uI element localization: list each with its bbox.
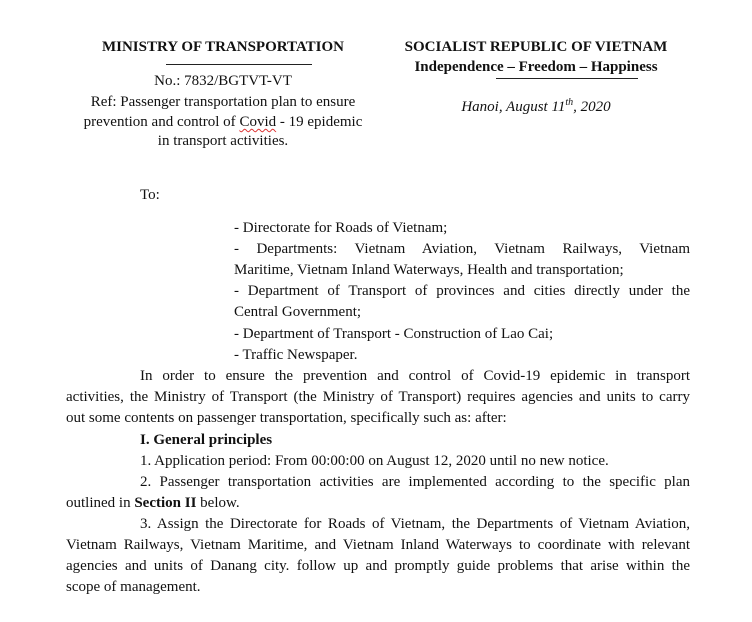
reference-line-2 xyxy=(60,112,386,132)
recipient-item: - Department of Transport - Construction of Lao Cai; xyxy=(234,326,554,342)
principle-3-line-2: Vietnam Railways, Vietnam Maritime, and Vietnam Inland Waterways to coordinate with relevant xyxy=(66,537,690,553)
ministry-name: MINISTRY OF TRANSPORTATION xyxy=(101,39,345,55)
principle-3-line-1: 3. Assign the Directorate for Roads of Vietnam, the Departments of Vietnam Aviation, xyxy=(140,516,690,532)
principle-2-line-1: 2. Passenger transportation activities are implemented according to the specific plan xyxy=(140,474,690,490)
intro-line-2: activities, the Ministry of Transport (the Ministry of Transport) requires agencies and units to carry xyxy=(66,389,690,405)
to-label: To: xyxy=(140,187,160,203)
principle-3-line-4: scope of management. xyxy=(66,579,201,595)
intro-line-3: out some contents on passenger transportation, specifically such as: after: xyxy=(66,410,507,426)
motto-underline xyxy=(496,78,638,79)
principle-2-text-end: below. xyxy=(196,495,240,511)
section-reference: Section II xyxy=(134,495,197,511)
spellcheck-word: Covid xyxy=(239,114,277,130)
recipient-item-continued: Central Government; xyxy=(234,304,362,320)
principle-3-line-3: agencies and units of Danang city. follow up and promptly guide problems that arise within the xyxy=(66,558,690,574)
national-motto: Independence – Freedom – Happiness xyxy=(414,59,658,75)
document-date xyxy=(382,93,690,117)
recipient-item: - Traffic Newspaper. xyxy=(234,347,358,363)
principle-2-text: outlined in xyxy=(66,495,135,511)
principle-2-line-2 xyxy=(66,493,240,513)
principle-1: 1. Application period: From 00:00:00 on August 12, 2020 until no new notice. xyxy=(140,453,609,469)
document-number: No.: 7832/BGTVT-VT xyxy=(154,73,292,89)
section-heading: I. General principles xyxy=(140,432,273,448)
recipient-item-continued: Maritime, Vietnam Inland Waterways, Health and transportation; xyxy=(234,262,624,278)
reference-line-2-end: - 19 epidemic xyxy=(276,114,363,130)
date-end: , 2020 xyxy=(573,99,611,115)
recipient-item: - Directorate for Roads of Vietnam; xyxy=(234,220,448,236)
date-start: Hanoi, August 11 xyxy=(461,99,566,115)
republic-name: SOCIALIST REPUBLIC OF VIETNAM xyxy=(404,39,668,55)
recipient-item: - Departments: Vietnam Aviation, Vietnam Railways, Vietnam xyxy=(234,241,690,257)
date-ordinal: th xyxy=(565,97,574,108)
intro-line-1: In order to ensure the prevention and control of Covid-19 epidemic in transport xyxy=(140,368,690,384)
reference-line-3: in transport activities. xyxy=(157,133,289,149)
reference-line-2-start: prevention and control of xyxy=(83,114,240,130)
ministry-underline xyxy=(166,64,312,65)
recipient-item: - Department of Transport of provinces and cities directly under the xyxy=(234,283,690,299)
reference-line-1: Ref: Passenger transportation plan to ensure xyxy=(90,94,356,110)
